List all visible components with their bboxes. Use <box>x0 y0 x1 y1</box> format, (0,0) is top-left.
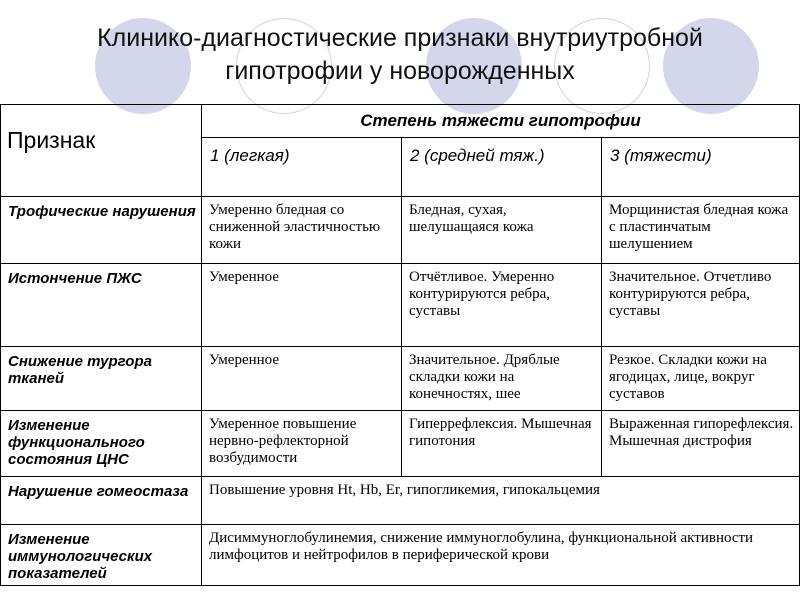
merged-cell: Дисиммуноглобулинемия, снижение иммуноглобулина, функциональной активности лимфоцитов и нейтрофилов в периферической крови <box>202 525 800 586</box>
title-line-1: Клинико-диагностические признаки внутриутробной <box>97 24 703 52</box>
table-row <box>1 264 800 347</box>
table-row <box>1 411 800 477</box>
table-cell: Умеренное <box>202 264 402 347</box>
row-label: Снижение тургора тканей <box>1 347 202 411</box>
degree-1-header: 1 (легкая) <box>202 138 402 197</box>
signs-table <box>0 104 800 586</box>
table-row <box>1 525 800 586</box>
header-sign: Признак <box>1 105 202 197</box>
table-cell: Морщинистая бледная кожа с пластинчатым шелушением <box>602 197 800 264</box>
row-label: Изменение функционального состояния ЦНС <box>1 411 202 477</box>
table-row <box>1 347 800 411</box>
table-cell: Умеренное <box>202 347 402 411</box>
table-cell: Бледная, сухая, шелушащаяся кожа <box>402 197 602 264</box>
table-cell: Гиперрефлексия. Мышечная гипотония <box>402 411 602 477</box>
degree-3-header: 3 (тяжести) <box>602 138 800 197</box>
table-cell: Резкое. Складки кожи на ягодицах, лице, вокруг суставов <box>602 347 800 411</box>
page-title <box>0 22 800 88</box>
table-cell: Умеренно бледная со сниженной эластичностью кожи <box>202 197 402 264</box>
row-label: Трофические нарушения <box>1 197 202 264</box>
row-label: Нарушение гомеостаза <box>1 477 202 525</box>
table-row <box>1 477 800 525</box>
table-cell: Отчётливое. Умеренно контурируются ребра, суставы <box>402 264 602 347</box>
title-line-2: гипотрофии у новорожденных <box>225 57 575 85</box>
row-label: Истончение ПЖС <box>1 264 202 347</box>
table-cell: Значительное. Дряблые складки кожи на конечностях, шее <box>402 347 602 411</box>
table-row <box>1 197 800 264</box>
degree-2-header: 2 (средней тяж.) <box>402 138 602 197</box>
merged-cell: Повышение уровня Ht, Hb, Er, гипогликемия, гипокальцемия <box>202 477 800 525</box>
table-cell: Значительное. Отчетливо контурируются ребра, суставы <box>602 264 800 347</box>
table-cell: Умеренное повышение нервно-рефлекторной возбудимости <box>202 411 402 477</box>
table-cell: Выраженная гипорефлексия. Мышечная дистрофия <box>602 411 800 477</box>
header-row <box>1 105 800 138</box>
row-label: Изменение иммунологических показателей <box>1 525 202 586</box>
header-degree: Степень тяжести гипотрофии <box>202 105 800 138</box>
